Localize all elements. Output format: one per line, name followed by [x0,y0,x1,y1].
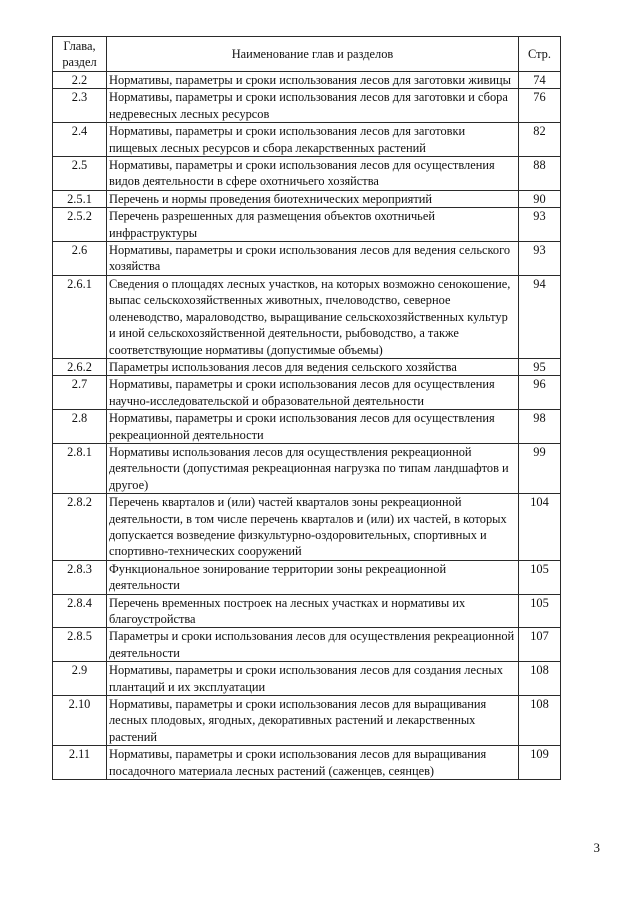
section-title: Нормативы, параметры и сроки использования лесов для выращивания посадочного материала лесных растений (саженцев, сеянцев) [107,746,519,780]
section-title: Нормативы, параметры и сроки использования лесов для осуществления научно-исследовательской и образовательной деятельности [107,376,519,410]
page-number: 3 [593,840,600,855]
section-title: Нормативы, параметры и сроки использования лесов для создания лесных плантаций и их эксплуатации [107,662,519,696]
table-row [53,628,561,662]
section-number: 2.4 [53,123,107,157]
section-page: 105 [519,560,561,594]
section-number: 2.11 [53,746,107,780]
table-row [53,662,561,696]
section-title: Параметры использования лесов для ведения сельского хозяйства [107,358,519,375]
section-page: 109 [519,746,561,780]
section-page: 108 [519,662,561,696]
contents-table-body [53,72,561,780]
contents-table [52,36,561,780]
table-row [53,696,561,746]
section-title: Нормативы, параметры и сроки использования лесов для заготовки живицы [107,72,519,89]
section-title: Нормативы, параметры и сроки использования лесов для заготовки и сбора недревесных лесных ресурсов [107,89,519,123]
section-title: Сведения о площадях лесных участков, на которых возможно сенокошение, выпас сельскохозяйственных животных, пчеловодство, северное оленеводство, мараловодство, выращивание сельскохозяйственных культур и иной сельскохозяйственной деятельности, рыбоводство, а также соответствующие нормативы (допустимые объемы) [107,275,519,358]
table-row [53,123,561,157]
section-number: 2.9 [53,662,107,696]
section-page: 105 [519,594,561,628]
table-row [53,157,561,191]
section-number: 2.6 [53,242,107,276]
section-number: 2.7 [53,376,107,410]
table-row [53,410,561,444]
section-page: 93 [519,208,561,242]
section-title: Нормативы, параметры и сроки использования лесов для осуществления видов деятельности в сфере охотничьего хозяйства [107,157,519,191]
table-header-row [53,37,561,72]
section-title: Нормативы, параметры и сроки использования лесов для выращивания лесных плодовых, ягодных, декоративных растений и лекарственных растений [107,696,519,746]
section-title: Параметры и сроки использования лесов для осуществления рекреационной деятельности [107,628,519,662]
section-page: 104 [519,494,561,561]
section-page: 108 [519,696,561,746]
section-number: 2.2 [53,72,107,89]
table-row [53,358,561,375]
section-number: 2.6.1 [53,275,107,358]
section-number: 2.8.4 [53,594,107,628]
section-number: 2.5.2 [53,208,107,242]
section-title: Нормативы, параметры и сроки использования лесов для ведения сельского хозяйства [107,242,519,276]
section-page: 98 [519,410,561,444]
table-row [53,560,561,594]
section-page: 95 [519,358,561,375]
section-page: 82 [519,123,561,157]
table-row [53,594,561,628]
section-title: Перечень разрешенных для размещения объектов охотничьей инфраструктуры [107,208,519,242]
section-title: Перечень кварталов и (или) частей кварталов зоны рекреационной деятельности, в том числе перечень кварталов и (или) их частей, в которых допускается возведение физкультурно-оздоровительных, спортивных и спортивно-технических сооружений [107,494,519,561]
section-title: Нормативы, параметры и сроки использования лесов для заготовки пищевых лесных ресурсов и сбора лекарственных растений [107,123,519,157]
section-number: 2.8 [53,410,107,444]
section-number: 2.6.2 [53,358,107,375]
table-row [53,376,561,410]
section-page: 93 [519,242,561,276]
section-number: 2.8.1 [53,443,107,493]
table-row [53,89,561,123]
table-row [53,242,561,276]
header-page: Стр. [519,37,561,72]
section-title: Нормативы, параметры и сроки использования лесов для осуществления рекреационной деятельности [107,410,519,444]
section-number: 2.10 [53,696,107,746]
section-page: 88 [519,157,561,191]
section-number: 2.8.5 [53,628,107,662]
table-row [53,275,561,358]
section-page: 99 [519,443,561,493]
header-name: Наименование глав и разделов [107,37,519,72]
section-number: 2.8.2 [53,494,107,561]
table-row [53,190,561,207]
section-title: Перечень и нормы проведения биотехнических мероприятий [107,190,519,207]
section-page: 107 [519,628,561,662]
section-number: 2.3 [53,89,107,123]
header-chapter: Глава, раздел [53,37,107,72]
section-title: Функциональное зонирование территории зоны рекреационной деятельности [107,560,519,594]
section-number: 2.5 [53,157,107,191]
section-page: 94 [519,275,561,358]
table-row [53,746,561,780]
section-page: 74 [519,72,561,89]
section-title: Нормативы использования лесов для осуществления рекреационной деятельности (допустимая рекреационная нагрузка по типам ландшафтов и другое) [107,443,519,493]
section-page: 90 [519,190,561,207]
table-row [53,72,561,89]
section-number: 2.5.1 [53,190,107,207]
table-row [53,494,561,561]
section-number: 2.8.3 [53,560,107,594]
section-page: 96 [519,376,561,410]
section-page: 76 [519,89,561,123]
table-row [53,443,561,493]
section-title: Перечень временных построек на лесных участках и нормативы их благоустройства [107,594,519,628]
table-row [53,208,561,242]
